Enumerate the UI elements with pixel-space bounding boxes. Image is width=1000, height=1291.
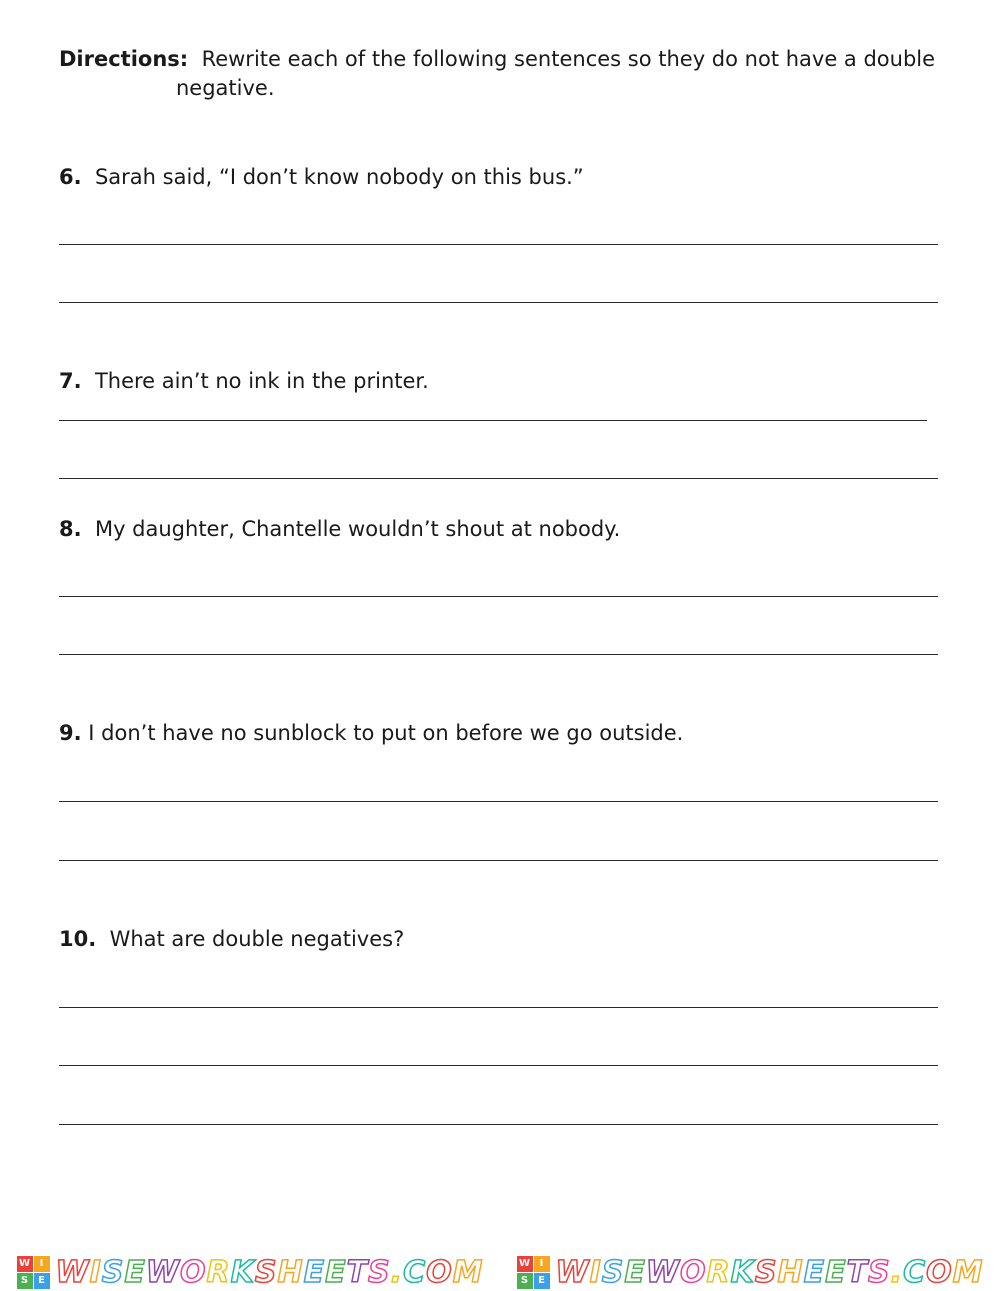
brand-logo: [517, 1255, 984, 1290]
brand-letter: M: [952, 1254, 984, 1290]
brand-letter: S: [254, 1254, 278, 1290]
brand-letter: E: [124, 1254, 146, 1290]
answer-line[interactable]: [59, 801, 938, 802]
brand-letter: .: [890, 1254, 904, 1290]
brand-letter: .: [390, 1254, 404, 1290]
question-text: There ain’t no ink in the printer.: [94, 369, 429, 393]
answer-line[interactable]: [59, 302, 938, 303]
directions-text-2: negative.: [176, 76, 275, 100]
question-6: [59, 163, 584, 192]
brand-letter: M: [452, 1254, 484, 1290]
brand-letter: E: [803, 1254, 826, 1290]
brand-letter: K: [730, 1254, 755, 1290]
answer-line[interactable]: [59, 1065, 938, 1066]
brand-letter: O: [926, 1254, 953, 1290]
brand-letter: H: [277, 1254, 304, 1290]
brand-letter: H: [777, 1254, 804, 1290]
brand-letter: E: [825, 1254, 847, 1290]
brand-letter: S: [368, 1254, 391, 1290]
brand-letter: I: [89, 1254, 102, 1290]
logo-icon: W I S E: [517, 1256, 550, 1289]
brand-letter: S: [868, 1254, 891, 1290]
brand-letter: T: [846, 1254, 869, 1290]
brand-letter: S: [101, 1254, 125, 1290]
brand-letter: K: [230, 1254, 255, 1290]
brand-letter: O: [679, 1254, 707, 1290]
answer-line[interactable]: [59, 244, 938, 245]
brand-logo: [17, 1255, 484, 1290]
brand-letter: R: [706, 1254, 731, 1290]
answer-line[interactable]: [59, 1007, 938, 1008]
brand-letter: O: [179, 1254, 207, 1290]
brand-text: [556, 1255, 984, 1290]
answer-line[interactable]: [59, 654, 938, 655]
brand-letter: E: [325, 1254, 347, 1290]
brand-letter: W: [555, 1254, 590, 1290]
brand-letter: S: [601, 1254, 625, 1290]
brand-letter: W: [145, 1254, 180, 1290]
question-8: [59, 515, 620, 544]
question-number: 9.: [59, 721, 82, 745]
brand-letter: O: [426, 1254, 453, 1290]
question-number: 7.: [59, 369, 82, 393]
answer-line[interactable]: [59, 478, 938, 479]
brand-letter: S: [754, 1254, 778, 1290]
brand-letter: E: [303, 1254, 326, 1290]
logo-icon: W I S E: [17, 1256, 50, 1289]
brand-letter: I: [589, 1254, 602, 1290]
question-text: Sarah said, “I don’t know nobody on this bus.”: [94, 165, 584, 189]
answer-line[interactable]: [59, 420, 927, 421]
directions-text-1: Rewrite each of the following sentences so they do not have a double: [201, 47, 936, 71]
brand-letter: W: [645, 1254, 680, 1290]
directions-line-1: [59, 45, 935, 74]
answer-line[interactable]: [59, 860, 938, 861]
footer-watermark: [0, 1253, 1000, 1291]
answer-line[interactable]: [59, 1124, 938, 1125]
question-number: 10.: [59, 927, 97, 951]
brand-letter: W: [55, 1254, 90, 1290]
question-text: My daughter, Chantelle wouldn’t shout at nobody.: [94, 517, 621, 541]
question-text: I don’t have no sunblock to put on before we go outside.: [88, 721, 684, 745]
question-7: [59, 367, 429, 396]
answer-line[interactable]: [59, 596, 938, 597]
brand-letter: E: [624, 1254, 646, 1290]
question-10: [59, 925, 404, 954]
question-number: 6.: [59, 165, 82, 189]
directions-label: Directions:: [59, 47, 189, 71]
question-9: [59, 719, 683, 748]
question-text: What are double negatives?: [109, 927, 405, 951]
question-number: 8.: [59, 517, 82, 541]
brand-letter: C: [403, 1254, 427, 1290]
brand-letter: R: [206, 1254, 231, 1290]
brand-text: [56, 1255, 484, 1290]
brand-letter: T: [346, 1254, 369, 1290]
brand-letter: C: [903, 1254, 927, 1290]
